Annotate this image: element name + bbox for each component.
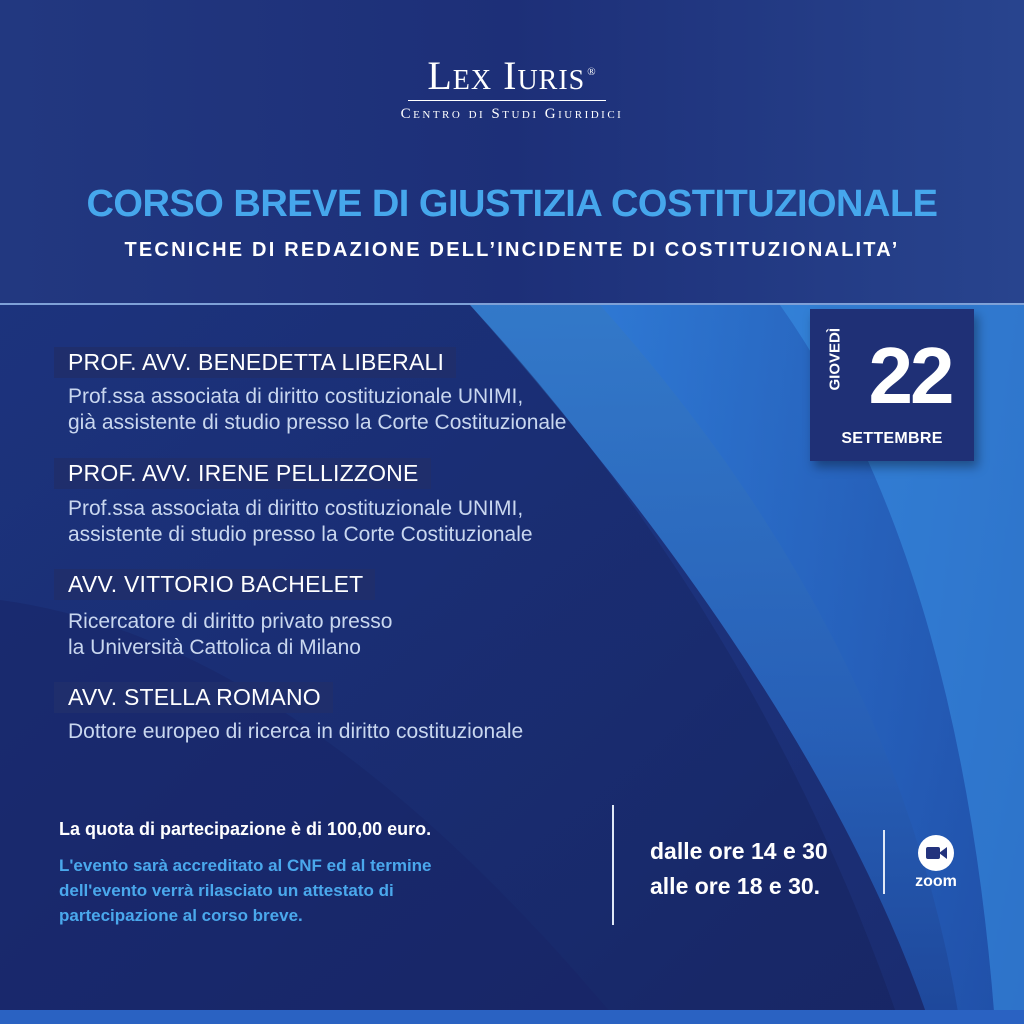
- speaker-name-4: AVV. STELLA ROMANO: [54, 682, 333, 713]
- speaker-name-2: PROF. AVV. IRENE PELLIZZONE: [54, 458, 431, 489]
- speaker-role-line: assistente di studio presso la Corte Costituzionale: [68, 523, 533, 546]
- speaker-role-line: già assistente di studio presso la Corte Costituzionale: [68, 411, 567, 434]
- brand-tagline: Centro di Studi Giuridici: [400, 106, 624, 122]
- date-badge: [810, 309, 974, 461]
- time-end: alle ore 18 e 30.: [650, 873, 821, 899]
- date-day-number: 22: [868, 331, 952, 420]
- speaker-role-3: [68, 609, 392, 661]
- accreditation-line: L'evento sarà accreditato al CNF ed al termine: [59, 856, 432, 875]
- speaker-role-line: Ricercatore di diritto privato presso: [68, 610, 393, 633]
- accreditation-line: partecipazione al corso breve.: [59, 906, 303, 925]
- time-start: dalle ore 14 e 30: [650, 838, 828, 864]
- accreditation-line: dell'evento verrà rilasciato un attestato di: [59, 881, 394, 900]
- date-weekday: GIOVEDÌ: [826, 327, 844, 391]
- time-divider: [883, 830, 885, 894]
- course-title: CORSO BREVE DI GIUSTIZIA COSTITUZIONALE: [86, 183, 938, 225]
- brand-logo: [0, 52, 1024, 99]
- course-subtitle: TECNICHE DI REDAZIONE DELL’INCIDENTE DI COSTITUZIONALITA’: [124, 239, 900, 261]
- speaker-name-1: PROF. AVV. BENEDETTA LIBERALI: [54, 347, 456, 378]
- speaker-role-line: Prof.ssa associata di diritto costituzionale UNIMI,: [68, 497, 524, 520]
- registered-mark: ®: [587, 65, 597, 78]
- speaker-role-4: [68, 719, 523, 745]
- speaker-name-3: AVV. VITTORIO BACHELET: [54, 569, 375, 600]
- speaker-role-1: [68, 384, 566, 436]
- event-time: [650, 834, 828, 904]
- footer-divider: [612, 805, 614, 925]
- logo-divider: [408, 100, 606, 101]
- date-month: SETTEMBRE: [841, 430, 943, 447]
- header-divider: [0, 303, 1024, 305]
- participation-fee: La quota di partecipazione è di 100,00 euro.: [59, 819, 432, 839]
- zoom-label: zoom: [915, 873, 957, 890]
- zoom-camera-icon: [918, 835, 954, 871]
- brand-name: Lex Iuris: [427, 53, 586, 98]
- speaker-role-line: Dottore europeo di ricerca in diritto costituzionale: [68, 720, 524, 743]
- speaker-role-line: Prof.ssa associata di diritto costituzionale UNIMI,: [68, 385, 524, 408]
- speaker-role-2: [68, 496, 533, 548]
- speaker-role-line: la Università Cattolica di Milano: [68, 636, 361, 659]
- accreditation-note: [59, 853, 529, 928]
